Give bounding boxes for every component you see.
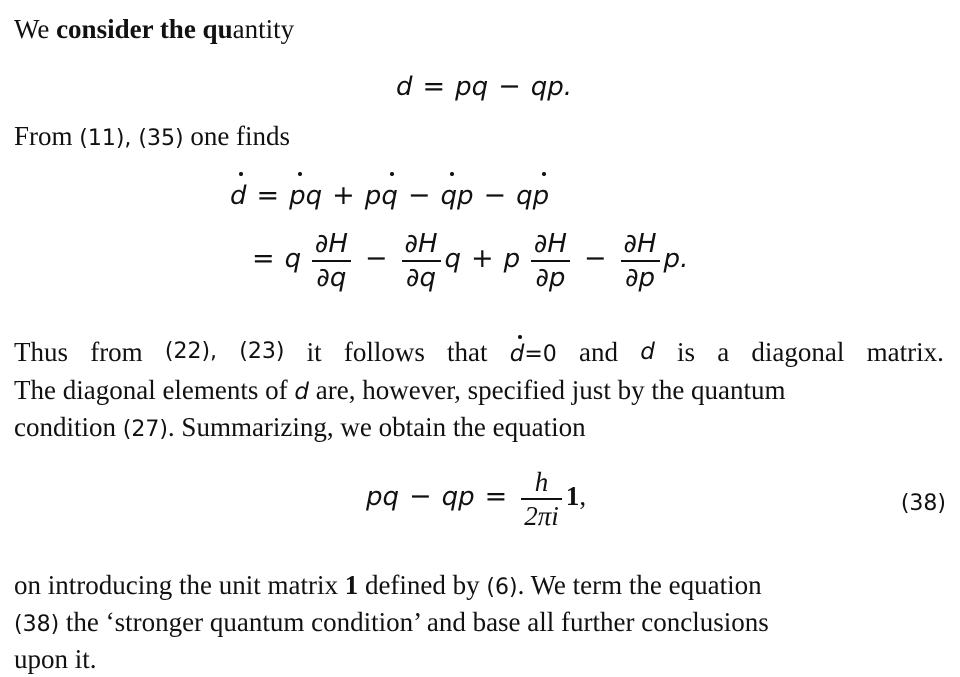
equation-d-dot: d = pq + pq − qp − qp (230, 175, 549, 216)
text-bold: consider the qu (56, 14, 233, 44)
paragraph-thus-line-1: Thus from (22), (23) it follows that d=0 and d is a diagonal matrix. (14, 337, 944, 367)
paragraph-from: From (11), (35) one finds (14, 121, 291, 151)
paragraph-final-line-3: upon it. (14, 644, 97, 674)
reference: (11), (35) (79, 126, 184, 151)
fraction-dH-dp: $\frac{\partial H}{\partial p}$ (531, 228, 570, 294)
fraction-h-over-2pi-i: $\frac{h}{2\pi i}$ (521, 466, 562, 532)
paragraph-thus-line-2: The diagonal elements of d are, however, specified just by the quantum (14, 375, 786, 405)
equation-hamilton: = q $\frac{\partial H}{\partial q}$ − $\frac{\partial H}{\partial q}$ q + p $\frac{\partial H}{\partial p}$ − $\frac{\partial H}{\partial p}$ p. (252, 229, 689, 293)
text: antity (232, 14, 295, 44)
paragraph-final-line-1: on introducing the unit matrix 1 defined by (6). We term the equation (14, 570, 762, 600)
equation-commutation-relation: pq − qp = $\frac{h}{2\pi i}$ 1, (366, 467, 587, 531)
equation-number: (38) (900, 491, 946, 516)
equation-d-definition: d = pq − qp. (396, 71, 573, 102)
paragraph-thus-line-3: condition (27). Summarizing, we obtain the equation (14, 412, 586, 442)
fraction-dH-dq: $\frac{\partial H}{\partial q}$ (312, 228, 351, 294)
text: We (14, 14, 57, 44)
paragraph-final-line-2: (38) the ‘stronger quantum condition’ and base all further conclusions (14, 607, 769, 637)
paragraph-intro (14, 14, 294, 44)
fraction-dH-dq: $\frac{\partial H}{\partial q}$ (402, 228, 441, 294)
fraction-dH-dp: $\frac{\partial H}{\partial p}$ (621, 228, 660, 294)
